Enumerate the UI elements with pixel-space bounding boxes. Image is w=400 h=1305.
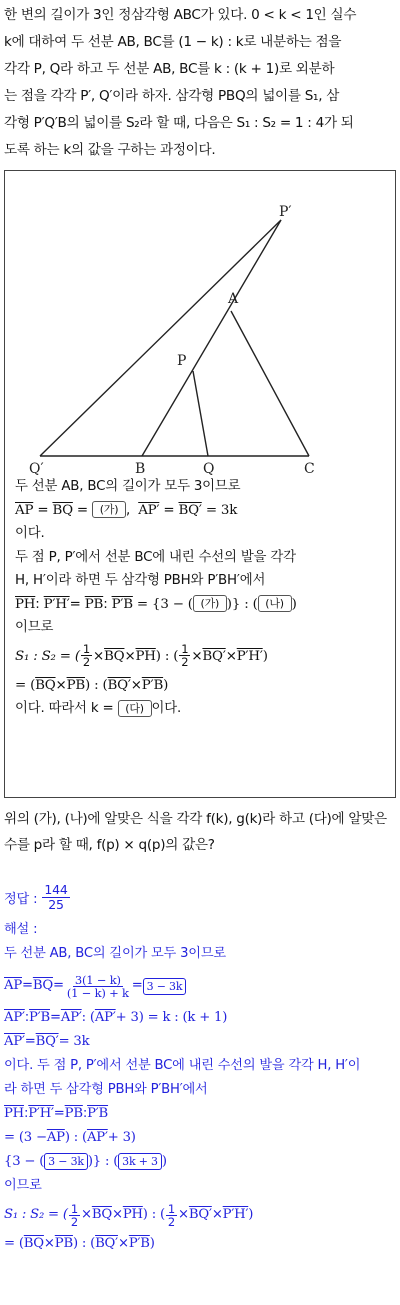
times: ×	[211, 1207, 223, 1222]
fraction-half	[179, 643, 190, 668]
seg-pprime-hprime: P′H′	[43, 596, 70, 612]
problem-line: 각형 P′Q′B의 넓이를 S₂라 할 때, 다음은 S₁ : S₂ = 1 : 4가 되	[4, 115, 354, 131]
seg-ap-prime: AP′	[4, 1010, 25, 1025]
answer-label: 정답 :	[4, 891, 38, 907]
eq: =	[163, 502, 175, 518]
denominator: 25	[48, 896, 64, 912]
eq: =	[22, 978, 33, 993]
proof-box	[4, 170, 396, 798]
expr: = (	[15, 677, 36, 693]
solution-line	[4, 1232, 396, 1256]
proof-line	[15, 640, 385, 674]
colon: :	[24, 1010, 30, 1025]
label-p-prime: P′	[279, 204, 292, 220]
expr: )	[163, 677, 169, 693]
seg-ph: $\overline{PH}$	[15, 596, 36, 612]
fraction	[65, 974, 131, 999]
eq: =	[76, 502, 88, 518]
seg-bq: $\overline{BQ}$	[32, 978, 53, 993]
expr: ) : (	[142, 1207, 165, 1222]
segment-p-q	[193, 371, 208, 456]
seg-bq-prime: BQ′	[35, 1034, 59, 1049]
solution-line	[4, 1006, 396, 1030]
expr: )} : (	[87, 1154, 119, 1169]
problem-line: 도록 하는 k의 값을 구하는 과정이다.	[4, 142, 216, 158]
problem-line: 각각 P, Q라 하고 두 선분 AB, BC를 k : (k + 1)로 외분하	[4, 61, 335, 77]
eq: =	[24, 1034, 36, 1049]
seg-pprime-b: P′B	[29, 1010, 51, 1025]
label-q-prime: Q′	[29, 461, 44, 475]
fraction-half	[166, 1203, 177, 1228]
denominator: 2	[167, 1214, 176, 1229]
segment-b-pprime	[142, 220, 281, 456]
seg-pprime-hprime: P′H′	[222, 1207, 249, 1222]
expr: 이다. 따라서 k =	[15, 701, 114, 716]
numerator: 1	[70, 1201, 78, 1216]
expr: ) : (	[155, 648, 179, 664]
seg-pprime-b: P′B	[87, 1106, 109, 1121]
expr: = 3k	[58, 1034, 90, 1049]
denominator: 2	[82, 655, 90, 669]
expr: ) : (	[72, 1236, 96, 1251]
times: ×	[43, 1236, 55, 1251]
label-c: C	[304, 461, 315, 475]
eq: =	[53, 1106, 65, 1121]
label-q: Q	[203, 461, 215, 475]
value-3k: = 3k	[205, 502, 238, 518]
problem-line: k에 대하여 두 선분 AB, BC를 (1 − k) : k로 내분하는 점을	[4, 34, 342, 50]
numerator: 1	[82, 642, 90, 656]
explain-label: 해설 :	[4, 922, 38, 937]
numerator: 1	[181, 642, 189, 656]
blank-ga: (가)	[193, 595, 227, 612]
comma: ,	[126, 502, 131, 518]
expr: S₁ : S₂ = (	[4, 1207, 68, 1222]
seg-bq: $\overline{BQ}$	[35, 677, 56, 693]
proof-line	[15, 697, 385, 721]
solution-line	[4, 1102, 396, 1126]
solution-line: 이다. 두 점 P, P′에서 선분 BC에 내린 수선의 발을 각각 H, H′이	[4, 1058, 361, 1073]
colon: :	[103, 596, 108, 612]
colon: :	[23, 1106, 29, 1121]
expr: )} : (	[226, 596, 258, 612]
seg-ph: $\overline{PH}$	[122, 1207, 143, 1222]
label-p: P	[177, 353, 187, 369]
answer-box: 3 − 3k	[143, 978, 187, 995]
proof-line: 이다.	[15, 526, 45, 541]
seg-bq-prime: BQ′	[178, 502, 202, 518]
seg-pb: $\overline{PB}$	[84, 596, 104, 612]
seg-ap: $\overline{AP}$	[46, 1130, 65, 1145]
expr: + 3)	[107, 1130, 136, 1145]
label-a: A	[228, 291, 239, 307]
blank-ga: (가)	[92, 501, 126, 518]
times: ×	[178, 1207, 189, 1222]
expr: 이다.	[151, 701, 182, 716]
colon: :	[82, 1106, 88, 1121]
seg-pb: $\overline{PB}$	[64, 1106, 83, 1121]
triangle-figure	[15, 175, 375, 475]
blank-na: (나)	[258, 595, 292, 612]
seg-bq-prime: BQ′	[107, 677, 131, 693]
numerator: 144	[44, 881, 68, 897]
seg-bq: $\overline{BQ}$	[52, 502, 73, 518]
seg-pb: $\overline{PB}$	[66, 677, 86, 693]
segment-a-c	[231, 311, 309, 456]
expr: )	[291, 596, 297, 612]
answer-fraction	[42, 883, 69, 912]
colon: :	[35, 596, 40, 612]
seg-ph: $\overline{PH}$	[4, 1106, 24, 1121]
seg-ph: $\overline{PH}$	[135, 648, 156, 664]
seg-pprime-b: P′B	[128, 1236, 150, 1251]
proof-line	[15, 499, 385, 523]
solution	[4, 876, 396, 1256]
proof-line	[15, 593, 385, 617]
times: ×	[93, 648, 105, 664]
solution-line	[4, 1198, 396, 1232]
denominator: (1 − k) + k	[66, 985, 129, 1000]
times: ×	[130, 677, 142, 693]
eq: =	[50, 1010, 61, 1025]
seg-bq-prime: BQ′	[202, 648, 226, 664]
problem-statement	[4, 2, 396, 164]
seg-pprime-hprime: P′H′	[28, 1106, 54, 1121]
question	[4, 806, 396, 858]
solution-line: 두 선분 AB, BC의 길이가 모두 3이므로	[4, 946, 226, 961]
expr: )	[262, 648, 268, 664]
proof-line	[15, 674, 385, 698]
solution-line	[4, 1126, 396, 1150]
expr: = (3 −	[4, 1130, 47, 1145]
seg-bq-prime: BQ′	[95, 1236, 118, 1251]
denominator: 2	[70, 1214, 78, 1229]
expr: + 3) = k : (k + 1)	[115, 1010, 228, 1025]
seg-pb: $\overline{PB}$	[54, 1236, 73, 1251]
expr: )	[161, 1154, 167, 1169]
blank-da: (다)	[118, 700, 152, 717]
seg-ap-prime: AP′	[4, 1034, 25, 1049]
eq: =	[52, 978, 64, 993]
expr: )	[149, 1236, 155, 1251]
eq: =	[131, 978, 143, 993]
question-line: 위의 (가), (나)에 알맞은 식을 각각 f(k), g(k)라 하고 (다)에 알맞은	[4, 811, 387, 827]
seg-ap-prime: AP′	[138, 502, 160, 518]
seg-pprime-b: P′B	[111, 596, 133, 612]
expr: )	[248, 1207, 254, 1222]
seg-bq: $\overline{BQ}$	[91, 1207, 112, 1222]
numerator: 3(1 − k)	[74, 972, 121, 987]
solution-line	[4, 1150, 396, 1174]
seg-ap: $\overline{AP}$	[4, 978, 22, 993]
fraction-half	[81, 643, 92, 668]
answer-box: 3 − 3k	[44, 1153, 88, 1170]
solution-line: 라 하면 두 삼각형 PBH와 P′BH′에서	[4, 1082, 208, 1097]
answer-row	[4, 876, 396, 918]
seg-ap: $\overline{AP}$	[15, 502, 34, 518]
proof-line: 이므로	[15, 620, 54, 635]
seg-bq: $\overline{BQ}$	[104, 648, 125, 664]
label-b: B	[135, 461, 146, 475]
expr: ) : (	[64, 1130, 87, 1145]
proof-line: H, H′이라 하면 두 삼각형 PBH와 P′BH′에서	[15, 573, 266, 588]
times: ×	[55, 677, 67, 693]
seg-ap-prime: AP′	[86, 1130, 108, 1145]
times: ×	[191, 648, 203, 664]
proof-line: 두 점 P, P′에서 선분 BC에 내린 수선의 발을 각각	[15, 549, 296, 565]
expr: = {3 − (	[136, 596, 193, 612]
seg-pprime-hprime: P′H′	[236, 648, 263, 664]
times: ×	[80, 1207, 92, 1222]
numerator: 1	[167, 1201, 176, 1216]
question-line: 수를 p라 할 때, f(p) × q(p)의 값은?	[4, 837, 215, 853]
expr: {3 − (	[4, 1154, 45, 1169]
eq: =	[69, 596, 81, 612]
seg-ap-prime: AP′	[60, 1010, 82, 1025]
eq: =	[37, 502, 49, 518]
solution-line: 이므로	[4, 1178, 42, 1193]
fraction-half	[69, 1203, 80, 1228]
times: ×	[124, 648, 136, 664]
seg-bq-prime: BQ′	[188, 1207, 212, 1222]
seg-pprime-b: P′B	[141, 677, 164, 693]
solution-line	[4, 1030, 396, 1054]
expr: S₁ : S₂ = (	[15, 648, 80, 664]
seg-ap-prime: AP′	[94, 1010, 116, 1025]
answer-box: 3k + 3	[118, 1153, 162, 1170]
proof-text	[15, 475, 385, 721]
expr: = (	[4, 1236, 24, 1251]
problem-line: 한 변의 길이가 3인 정삼각형 ABC가 있다. 0 < k < 1인 실수	[4, 7, 357, 23]
problem-line: 는 점을 각각 P′, Q′이라 하자. 삼각형 PBQ의 넓이를 S₁, 삼	[4, 88, 340, 104]
times: ×	[117, 1236, 129, 1251]
solution-line	[4, 966, 396, 1006]
expr: ) : (	[85, 677, 108, 693]
proof-line: 두 선분 AB, BC의 길이가 모두 3이므로	[15, 479, 241, 494]
expr: : (	[81, 1010, 95, 1025]
times: ×	[225, 648, 237, 664]
seg-bq: $\overline{BQ}$	[23, 1236, 44, 1251]
times: ×	[111, 1207, 123, 1222]
denominator: 2	[181, 655, 189, 669]
